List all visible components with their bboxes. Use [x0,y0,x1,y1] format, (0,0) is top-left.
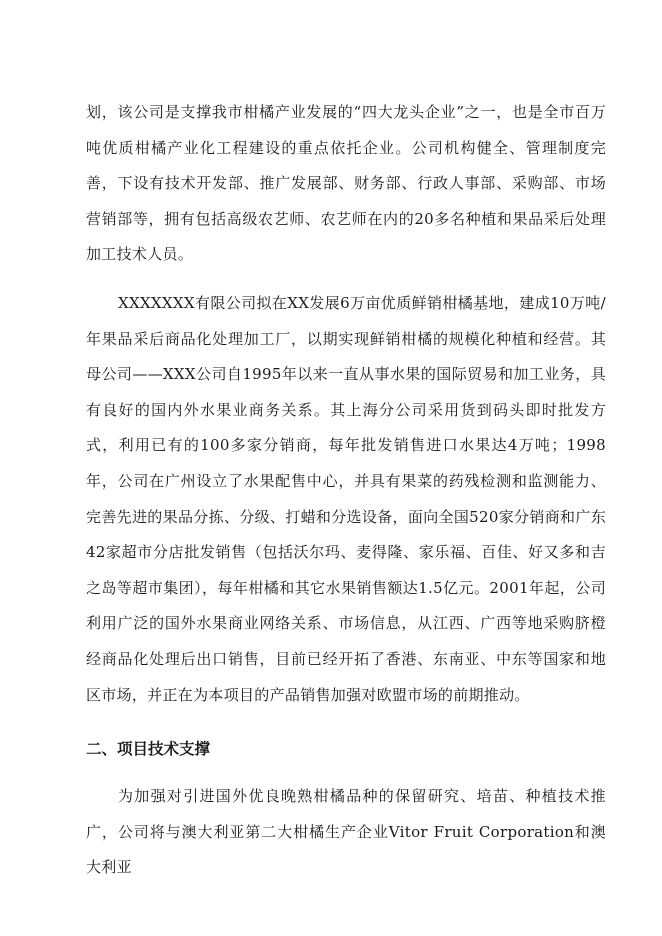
body-paragraph: 划，该公司是支撑我市柑橘产业发展的“四大龙头企业”之一，也是全市百万吨优质柑橘产业化工程建设的重点依托企业。公司机构健全、管理制度完善，下设有技术开发部、推广发展部、财务部、行政人事部、采购部、市场营销部等，拥有包括高级农艺师、农艺师在内的20多名种植和果品采后处理加工技术人员。 [86,103,606,264]
section-heading: 二、项目技术支撑 [86,740,211,758]
body-paragraph: 为加强对引进国外优良晚熟柑橘品种的保留研究、培苗、种植技术推广，公司将与澳大利亚第二大柑橘生产企业Vitor Fruit Corporation和澳大利亚 [86,787,606,877]
body-paragraph: XXXXXXX有限公司拟在XX发展6万亩优质鲜销柑橘基地，建成10万吨/年果品采后商品化处理加工厂，以期实现鲜销柑橘的规模化种植和经营。其母公司——XXX公司自1995年以来一直从事水果的国际贸易和加工业务，具有良好的国内外水果业商务关系。其上海分公司采用货到码头即时批发方式，利用已有的100多家分销商，每年批发销售进口水果达4万吨；1998年，公司在广州设立了水果配售中心，并具有果菜的药残检测和监测能力、完善先进的果品分拣、分级、打蜡和分选设备，面向全国520家分销商和广东42家超市分店批发销售（包括沃尔玛、麦得隆、家乐福、百佳、好又多和吉之岛等超市集团），每年柑橘和其它水果销售额达1.5亿元。2001年起，公司利用广泛的国外水果商业网络关系、市场信息，从江西、广西等地采购脐橙经商品化处理后出口销售，目前已经开拓了香港、东南亚、中东等国家和地区市场，并正在为本项目的产品销售加强对欧盟市场的前期推动。 [86,294,606,704]
